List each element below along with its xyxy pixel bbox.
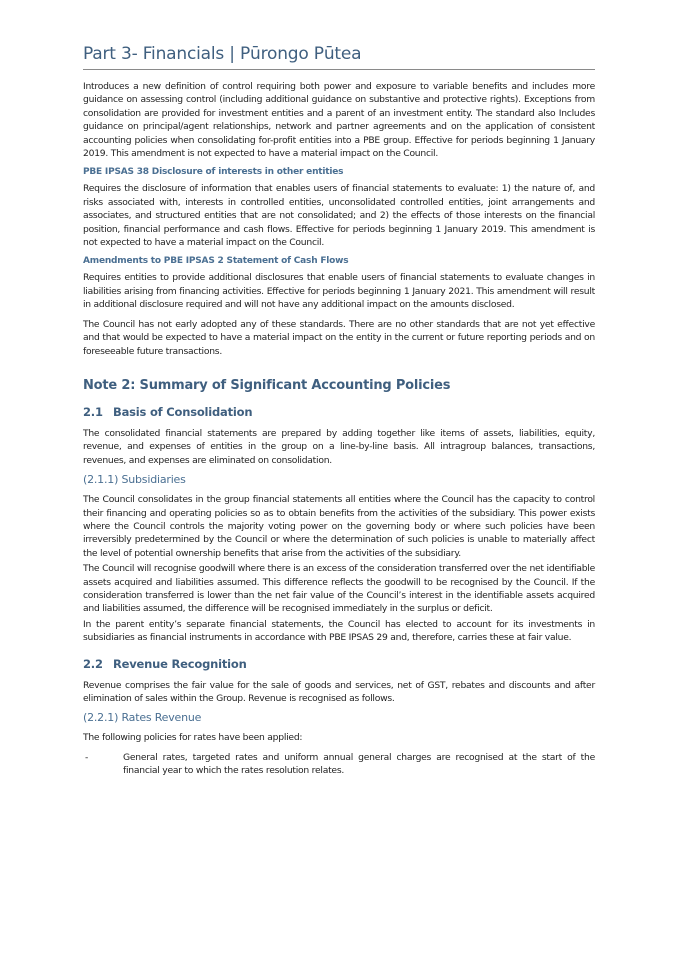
- ipsas2-paragraph: Requires entities to provide additional disclosures that enable users of financial statements to evaluate changes in liabilities arising from financing activities. Effective for periods beginning 1 January 2021. This amendment will result in additional disclosure required and will not have any additional impact on the amounts disclosed.: [83, 272, 595, 311]
- ipsas38-paragraph: Requires the disclosure of information that enables users of financial statements to evaluate: 1) the nature of, and risks associated with, interests in controlled entities, unconsolidated controlled entities, joint arrangements and associates, and structured entities that are not consolidated; and 2) the effects of those interests on the financial position, financial performance and cash flows. Effective for periods beginning 1 January 2019. This amendment is not expected to have a material impact on the Council.: [83, 183, 595, 249]
- subsidiaries-paragraph-3: In the parent entity’s separate financial statements, the Council has elected to account for its investments in subsidiaries as financial instruments in accordance with PBE IPSAS 29 and, therefore, carries these at fair value.: [83, 618, 595, 644]
- page-title: Part 3- Financials | Pūrongo Pūtea: [83, 44, 362, 64]
- subsidiaries-paragraph-1: The Council consolidates in the group financial statements all entities where the Council has the capacity to control their financing and operating policies so as to obtain benefits from the activities of the subsidiary. This power exists where the Council controls the majority voting power on the governing body or where such policies have been irreversibly predetermined by the Council or where the determination of such policies is unable to materially affect the level of potential ownership benefits that arise from the activities of the subsidiary.: [83, 494, 595, 559]
- ipsas38-heading: PBE IPSAS 38 Disclosure of interests in other entities: [83, 167, 344, 178]
- ipsas2-heading: Amendments to PBE IPSAS 2 Statement of Cash Flows: [83, 256, 349, 267]
- section-2-2-heading: [83, 657, 595, 671]
- section-2-1-title: Basis of Consolidation: [113, 404, 253, 419]
- note2-heading: Note 2: Summary of Significant Accounting Policies: [83, 377, 451, 393]
- section-2-2-title: Revenue Recognition: [113, 656, 247, 671]
- page-header: [83, 44, 595, 70]
- intro-paragraph: Introduces a new definition of control requiring both power and exposure to variable benefits and includes more guidance on assessing control (including additional guidance on substantive and protective rights). Exceptions from consolidation are provided for investment entities and a parent of an investment entity. The standard also Includes guidance on principal/agent relationships, network and partner agreements and on the application of consistent accounting policies when consolidating for-profit entities into a PBE group. Effective for periods beginning 1 January 2019. This amendment is not expected to have a material impact on the Council.: [83, 81, 595, 160]
- subsidiaries-paragraph-2: The Council will recognise goodwill where there is an excess of the consideration transferred over the net identifiable assets acquired and liabilities assumed. This difference reflects the goodwill to be recognised by the Council. If the consideration transferred is lower than the net fair value of the Council’s interest in the identifiable assets acquired and liabilities assumed, the difference will be recognised immediately in the surplus or deficit.: [83, 563, 595, 615]
- list-item: [83, 751, 595, 778]
- not-adopted-paragraph: The Council has not early adopted any of these standards. There are no other standards that are not yet effective and that would be expected to have a material impact on the entity in the current or future reporting periods and on foreseeable future transactions.: [83, 318, 595, 357]
- bullet-marker: -: [85, 751, 89, 763]
- rates-policies-paragraph: The following policies for rates have been applied:: [83, 732, 303, 744]
- page-content: [83, 80, 595, 784]
- section-2-2-number: 2.2: [83, 656, 103, 671]
- bullet-text: General rates, targeted rates and uniform annual general charges are recognised at the start of the financial year to which the rates resolution relates.: [123, 751, 595, 777]
- section-2-1-number: 2.1: [83, 404, 103, 419]
- section-2-1-heading: [83, 405, 595, 419]
- rates-revenue-heading: (2.2.1) Rates Revenue: [83, 711, 202, 725]
- consolidation-paragraph: The consolidated financial statements are prepared by adding together like items of assets, liabilities, equity, revenue, and expenses of entities in the group on a line-by-line basis. All intragroup balances, transactions, revenues, and expenses are eliminated on consolidation.: [83, 427, 595, 466]
- subsidiaries-heading: (2.1.1) Subsidiaries: [83, 473, 186, 487]
- revenue-paragraph: Revenue comprises the fair value for the sale of goods and services, net of GST, rebates and discounts and after elimination of sales within the Group. Revenue is recognised as follows.: [83, 679, 595, 704]
